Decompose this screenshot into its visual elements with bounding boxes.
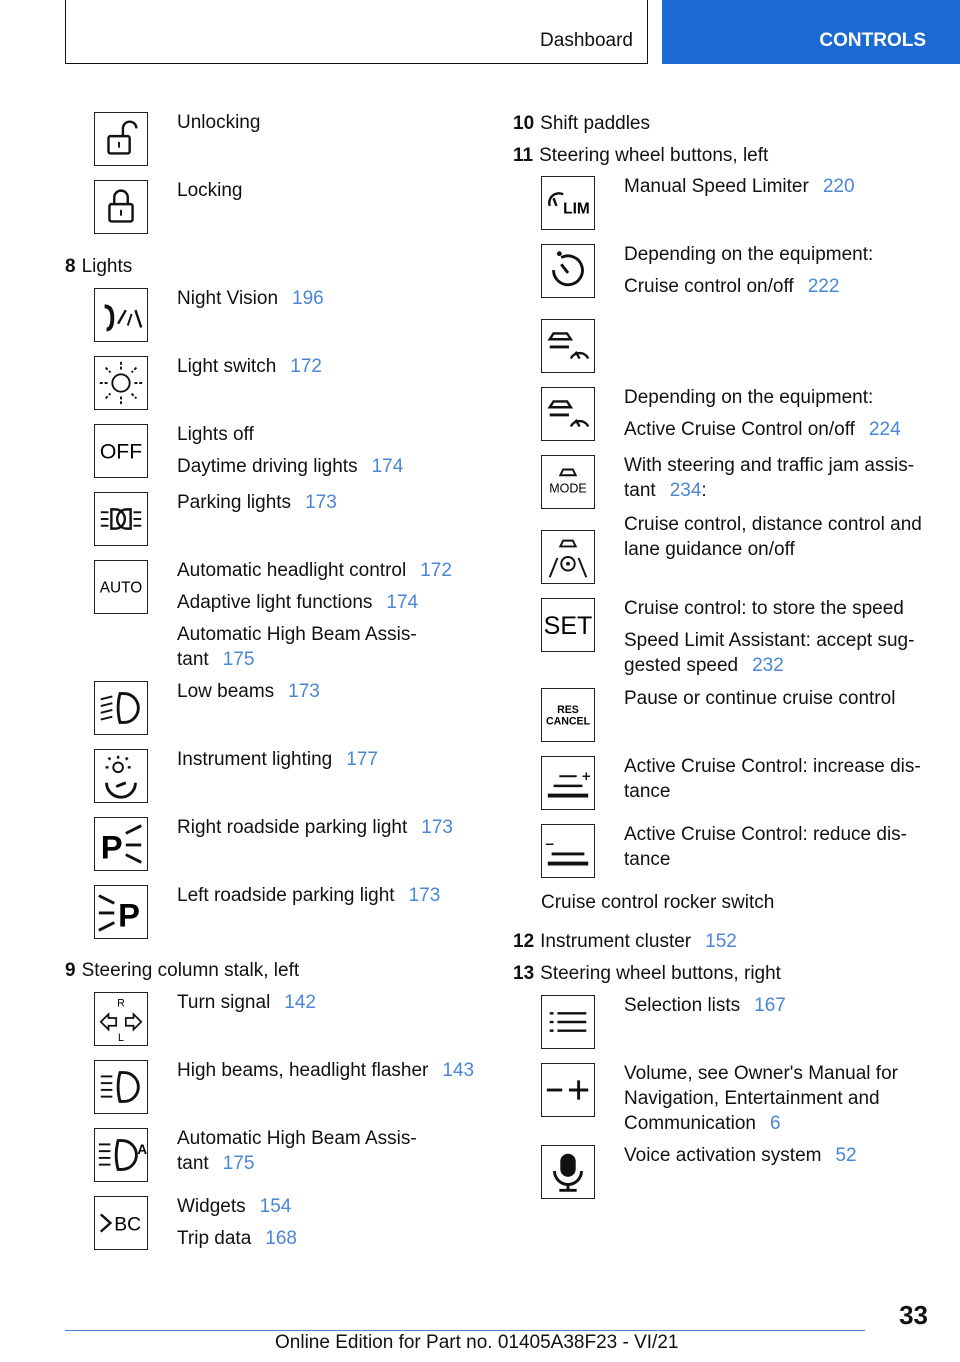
entry-text <box>177 990 316 1022</box>
item-label: Steering column stalk, left <box>81 960 300 981</box>
entry-label: Cruise control: to store the speed <box>624 598 904 619</box>
entry-line <box>624 1143 857 1168</box>
entry-line <box>177 178 243 203</box>
svg-text:P: P <box>100 828 123 866</box>
page-reference-link[interactable]: 220 <box>822 176 855 197</box>
page-reference-link[interactable]: 177 <box>346 749 378 770</box>
entry-label: Volume, see Owner's Manual for Navigation, Entertainment and Communication <box>624 1063 898 1134</box>
page-reference-link[interactable]: 172 <box>290 356 322 377</box>
entry-line <box>177 747 378 772</box>
entry-label: Locking <box>177 180 243 201</box>
entry-line <box>177 490 337 515</box>
svg-text:P: P <box>118 896 140 934</box>
svg-text:A: A <box>137 1142 147 1158</box>
entry-label: Left roadside parking light <box>177 885 395 906</box>
lane-guidance-icon <box>541 530 595 584</box>
chapter-title: CONTROLS <box>819 30 926 51</box>
svg-text:L: L <box>118 1032 124 1045</box>
set-icon <box>541 598 595 652</box>
item-label: Steering wheel buttons, right <box>540 963 781 984</box>
entry-line <box>624 385 901 410</box>
page-reference-link[interactable]: 224 <box>868 419 901 440</box>
entry-line <box>177 815 453 840</box>
entry-line <box>177 558 452 583</box>
entry-label: Pause or continue cruise control <box>624 688 896 709</box>
entry-suffix: : <box>701 480 707 501</box>
entry-line <box>177 679 320 704</box>
section-title: Dashboard <box>540 30 633 51</box>
entry-text <box>177 747 378 779</box>
entry-text <box>624 754 921 811</box>
cruise-distance-icon <box>541 319 595 373</box>
entry-line <box>624 596 914 621</box>
svg-text:R: R <box>117 997 125 1010</box>
list-heading <box>513 144 768 168</box>
entry-label: Cruise control, distance control and lane guidance on/off <box>624 514 922 560</box>
entry-label: Night Vision <box>177 288 279 309</box>
entry-label: Active Cruise Control: increase dis- tance <box>624 756 921 802</box>
entry-label: Voice activation system <box>624 1145 822 1166</box>
entry-line <box>177 622 452 672</box>
high-beams-icon <box>94 1060 148 1114</box>
page-reference-link[interactable]: 175 <box>222 649 255 670</box>
page-reference-link[interactable]: 6 <box>770 1113 781 1134</box>
entry-line <box>624 512 922 562</box>
entry-text <box>177 1194 297 1258</box>
entry-label: Speed Limit Assistant: accept sug- gested speed <box>624 630 915 676</box>
entry-label: Automatic High Beam Assis- tant <box>177 624 417 670</box>
item-number: 9 <box>65 960 76 981</box>
entry-text <box>177 490 337 522</box>
page-number: 33 <box>899 1300 928 1330</box>
item-label: Lights <box>81 256 133 277</box>
turn-signal-icon <box>94 992 148 1046</box>
entry-label: Adaptive light functions <box>177 592 373 613</box>
entry-label: Automatic High Beam Assis- tant <box>177 1128 417 1174</box>
entry-text <box>624 385 901 449</box>
entry-line <box>624 274 873 299</box>
entry-text <box>624 1143 857 1175</box>
unlock-icon <box>94 112 148 166</box>
entry-label: Selection lists <box>624 995 741 1016</box>
list-heading <box>513 112 650 136</box>
right-parking-light-icon <box>94 817 148 871</box>
item-number: 11 <box>513 145 534 166</box>
cruise-control-icon <box>541 244 595 298</box>
item-number: 12 <box>513 931 535 952</box>
entry-line <box>624 1061 898 1136</box>
entry-line <box>177 110 260 135</box>
entry-label: Trip data <box>177 1228 252 1249</box>
entry-text <box>624 453 914 510</box>
page-reference-link[interactable]: 173 <box>305 492 337 513</box>
page-reference-link[interactable]: 173 <box>421 817 453 838</box>
entry-label: Cruise control on/off <box>624 276 794 297</box>
item-number: 13 <box>513 963 535 984</box>
page-reference-link[interactable]: 234 <box>669 480 702 501</box>
entry-line <box>177 1058 474 1083</box>
selection-lists-icon <box>541 995 595 1049</box>
voice-activation-icon <box>541 1145 595 1199</box>
entry-label: Manual Speed Limiter <box>624 176 809 197</box>
volume-icon <box>541 1063 595 1117</box>
reduce-distance-icon <box>541 824 595 878</box>
svg-text:RES: RES <box>557 704 579 717</box>
entry-label: Daytime driving lights <box>177 456 358 477</box>
entry-label: Depending on the equipment: <box>624 387 874 408</box>
entry-line <box>177 454 403 479</box>
entry-label: Active Cruise Control: reduce dis- tance <box>624 824 907 870</box>
page-reference-link[interactable]: 143 <box>442 1060 475 1081</box>
entry-text <box>624 596 914 685</box>
page-reference-link[interactable]: 142 <box>284 992 316 1013</box>
entry-label: Unlocking <box>177 112 261 133</box>
increase-distance-icon <box>541 756 595 810</box>
footer-rule <box>65 1330 865 1331</box>
entry-line <box>624 754 921 804</box>
page-reference-link[interactable]: 196 <box>292 288 324 309</box>
entry-line <box>624 242 873 267</box>
mode-icon <box>541 455 595 509</box>
entry-label: Instrument lighting <box>177 749 333 770</box>
svg-text:CANCEL: CANCEL <box>545 715 591 728</box>
night-vision-icon <box>94 288 148 342</box>
low-beams-icon <box>94 681 148 735</box>
left-parking-light-icon <box>94 885 148 939</box>
page-reference-link[interactable]: 168 <box>265 1228 297 1249</box>
page-reference-link[interactable]: 174 <box>386 592 419 613</box>
entry-text <box>177 883 440 915</box>
parking-lights-icon <box>94 492 148 546</box>
entry-text <box>177 110 260 142</box>
header-section <box>65 0 648 64</box>
active-cruise-icon <box>541 387 595 441</box>
entry-line <box>177 1194 297 1219</box>
entry-text <box>177 1126 417 1183</box>
entry-text <box>177 354 322 386</box>
entry-text <box>177 286 324 318</box>
entry-label: Low beams <box>177 681 275 702</box>
entry-text <box>624 512 922 569</box>
item-number: 8 <box>65 256 76 277</box>
item-number: 10 <box>513 113 535 134</box>
entry-label: High beams, headlight flasher <box>177 1060 429 1081</box>
list-heading <box>513 962 781 986</box>
entry-line <box>177 422 403 447</box>
entry-label: Depending on the equipment: <box>624 244 874 265</box>
entry-label: Automatic headlight control <box>177 560 407 581</box>
entry-line <box>177 286 324 311</box>
entry-line <box>624 993 786 1018</box>
entry-label: Parking lights <box>177 492 292 513</box>
entry-label: Right roadside parking light <box>177 817 408 838</box>
entry-text <box>177 1058 474 1090</box>
list-heading <box>65 959 299 983</box>
item-label: Instrument cluster <box>540 931 692 952</box>
page-reference-link[interactable]: 232 <box>752 655 784 676</box>
entry-label: With steering and traffic jam assis- tant <box>624 455 915 501</box>
entry-text <box>624 993 786 1025</box>
entry-text <box>624 242 873 306</box>
header-chapter <box>662 0 960 64</box>
page-reference-link[interactable]: 173 <box>288 681 320 702</box>
entry-line <box>624 822 907 872</box>
svg-text:AUTO: AUTO <box>99 579 143 597</box>
footer-text: Online Edition for Part no. 01405A38F23 - VI/21 <box>275 1332 679 1353</box>
entry-line <box>177 1226 297 1251</box>
svg-text:OFF: OFF <box>99 440 143 464</box>
auto-high-beam-icon <box>94 1128 148 1182</box>
entry-line <box>624 686 895 711</box>
res-cancel-icon <box>541 688 595 742</box>
entry-line <box>624 174 855 199</box>
svg-text:LIM: LIM <box>563 200 590 218</box>
entry-text <box>624 686 895 718</box>
entry-line <box>177 883 440 908</box>
svg-text:BC: BC <box>114 1214 142 1236</box>
page-reference-link[interactable]: 167 <box>754 995 786 1016</box>
entry-line <box>177 354 322 379</box>
entry-text <box>177 815 453 847</box>
entry-label: Turn signal <box>177 992 271 1013</box>
entry-line <box>177 990 316 1015</box>
instrument-lighting-icon <box>94 749 148 803</box>
lights-off-icon <box>94 424 148 478</box>
item-label: Steering wheel buttons, left <box>539 145 769 166</box>
light-switch-icon <box>94 356 148 410</box>
lock-icon <box>94 180 148 234</box>
entry-line <box>624 628 914 678</box>
svg-text:MODE: MODE <box>549 481 587 496</box>
list-heading <box>65 255 132 279</box>
entry-line <box>624 417 901 442</box>
page-reference-link[interactable]: 172 <box>420 560 452 581</box>
entry-label: Active Cruise Control on/off <box>624 419 855 440</box>
item-label: Shift paddles <box>540 113 650 134</box>
entry-text <box>177 558 452 679</box>
page-reference-link[interactable]: 175 <box>222 1153 255 1174</box>
entry-label: Light switch <box>177 356 277 377</box>
entry-text <box>177 422 403 486</box>
rocker-label: Cruise control rocker switch <box>541 892 775 913</box>
list-heading <box>513 930 737 954</box>
entry-text <box>177 178 243 210</box>
entry-text <box>624 1061 898 1143</box>
entry-text <box>624 174 855 206</box>
entry-line <box>177 1126 417 1176</box>
entry-text <box>624 822 907 879</box>
entry-line <box>624 453 914 503</box>
speed-limiter-icon <box>541 176 595 230</box>
page-reference-link[interactable]: 152 <box>705 931 737 952</box>
entry-label: Lights off <box>177 424 254 445</box>
svg-text:SET: SET <box>543 612 593 641</box>
page-reference-link[interactable]: 154 <box>259 1196 292 1217</box>
auto-headlight-icon <box>94 560 148 614</box>
bc-icon <box>94 1196 148 1250</box>
entry-line <box>177 590 452 615</box>
page-reference-link[interactable]: 222 <box>807 276 840 297</box>
entry-text <box>177 679 320 711</box>
page-reference-link[interactable]: 52 <box>835 1145 857 1166</box>
entry-label: Widgets <box>177 1196 246 1217</box>
page-reference-link[interactable]: 173 <box>408 885 441 906</box>
page-reference-link[interactable]: 174 <box>371 456 404 477</box>
